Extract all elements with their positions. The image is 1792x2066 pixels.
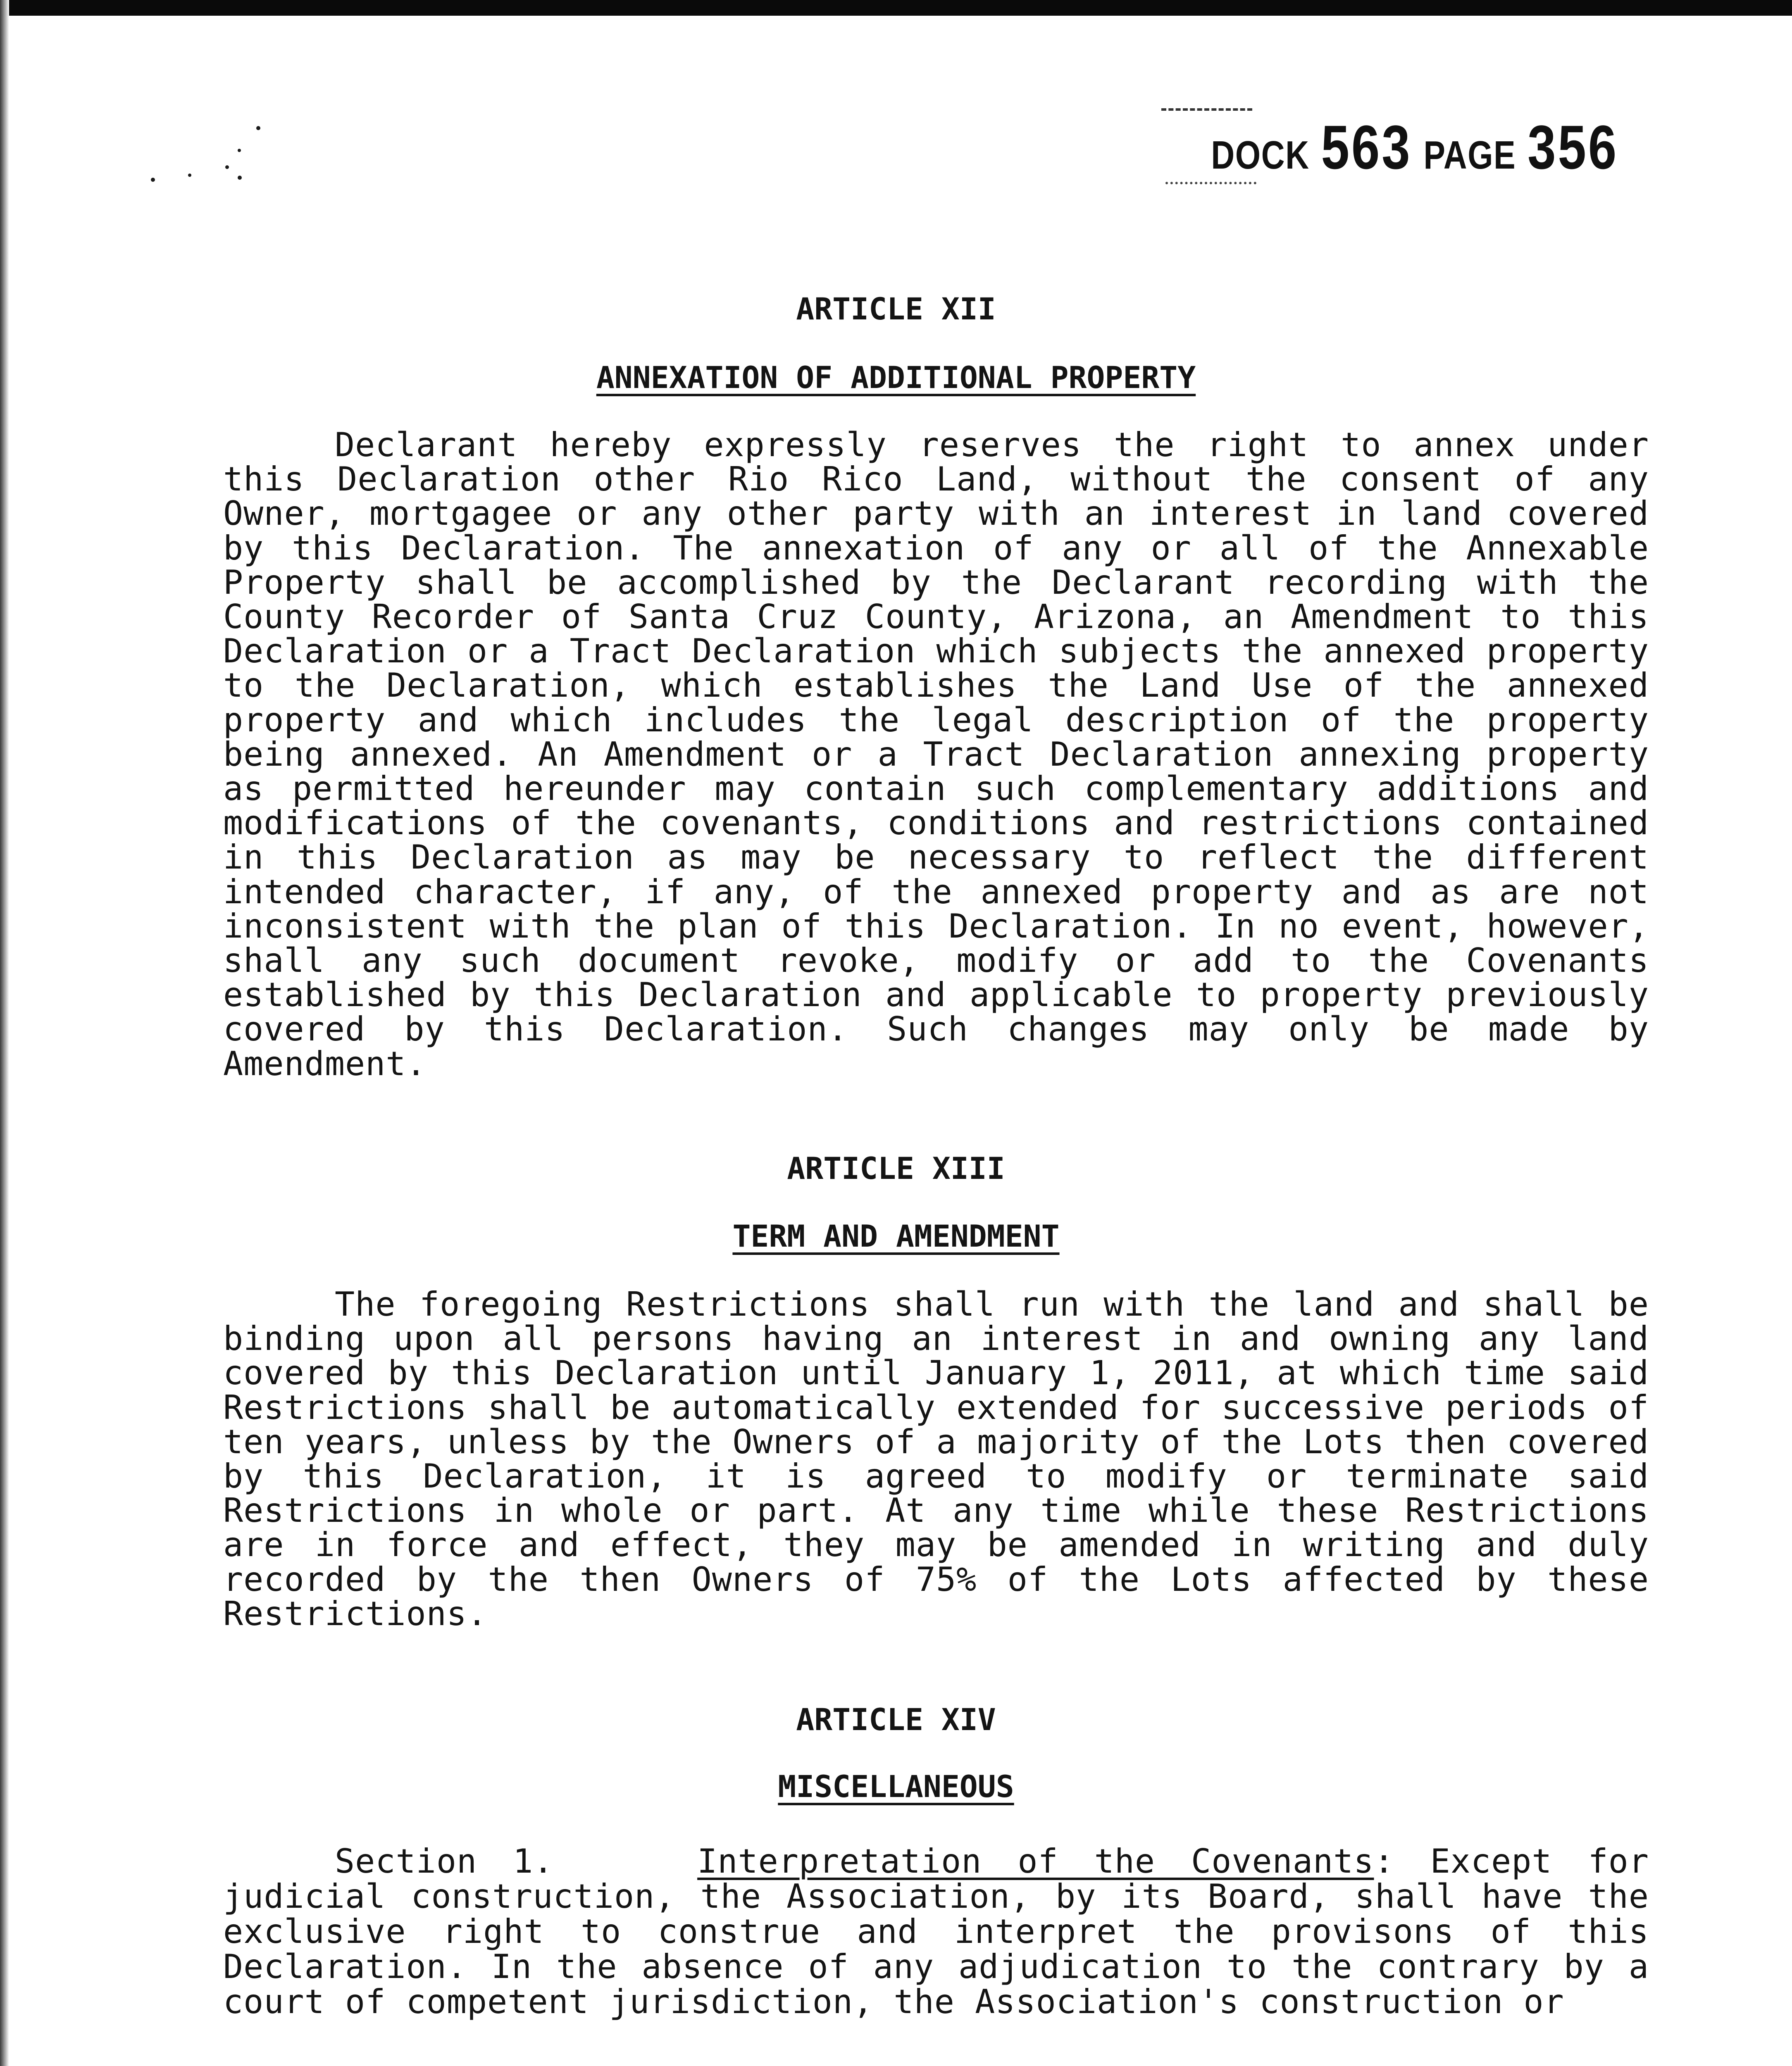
recording-stamp	[1211, 112, 1618, 183]
article-xii-heading	[0, 292, 1792, 327]
article-xiii-title-text: TERM AND AMENDMENT	[732, 1219, 1060, 1254]
section-1-body: : Except for judicial construction, the Association, by its Board, shall have the exclusive right to construe and interpret the provisons of this Declaration. In the absence of any adjudication to the contrary by a court of competent jurisdiction, the Association's construction or	[223, 1842, 1649, 2021]
section-1-label: Section 1.	[335, 1842, 554, 1880]
book-number: 563	[1321, 112, 1412, 182]
article-xiv-title-text: MISCELLANEOUS	[778, 1769, 1014, 1804]
recorder-page-number: 356	[1527, 112, 1618, 182]
page-label: PAGE	[1423, 133, 1516, 177]
article-xii-body: Declarant hereby expressly reserves the right to annex under this Declaration other Rio Rico Land, without the consent of any Owner, mortgagee or any other party with an interest in land covered by this Declaration. The annexation of any or all of the Annexable Property shall be accomplished by the Declarant recording with the County Recorder of Santa Cruz County, Arizona, an Amendment to this Declaration or a Tract Declaration which subjects the annexed property to the Declaration, which establishes the Land Use of the annexed property and which includes the legal description of the property being annexed. An Amendment or a Tract Declaration annexing property as permitted hereunder may contain such complementary additions and modifications of the covenants, conditions and restrictions contained in this Declaration as may be necessary to reflect the different intended character, if any, of the annexed property and as are not inconsistent with the plan of this Declaration. In no event, however, shall any such document revoke, modify or add to the Covenants established by this Declaration and applicable to property previously covered by this Declaration. Such changes may only be made by Amendment.	[223, 426, 1649, 1083]
article-xiv-heading	[0, 1702, 1792, 1738]
article-xiii-heading	[0, 1151, 1792, 1186]
section-1-paragraph	[223, 1844, 1649, 2019]
article-xii-title-text: ANNEXATION OF ADDITIONAL PROPERTY	[596, 360, 1196, 395]
article-xii-title	[0, 360, 1792, 395]
scan-border-top	[0, 0, 1792, 16]
article-xiv-title	[0, 1769, 1792, 1804]
book-label: DOCK	[1211, 133, 1310, 177]
article-xii-heading-text: ARTICLE XII	[796, 292, 996, 327]
article-xiv-heading-text: ARTICLE XIV	[796, 1702, 996, 1738]
section-1-title: Interpretation of the Covenants	[697, 1842, 1374, 1880]
article-xiii-heading-text: ARTICLE XIII	[787, 1151, 1005, 1186]
article-xiii-title	[0, 1219, 1792, 1254]
article-xiii-body: The foregoing Restrictions shall run with the land and shall be binding upon all persons having an interest in and owning any land covered by this Declaration until January 1, 2011, at which time said Restrictions shall be automatically extended for successive periods of ten years, unless by the Owners of a majority of the Lots then covered by this Declaration, it is agreed to modify or terminate said Restrictions in whole or part. At any time while these Restrictions are in force and effect, they may be amended in writing and duly recorded by the then Owners of 75% of the Lots affected by these Restrictions.	[223, 1285, 1649, 1633]
